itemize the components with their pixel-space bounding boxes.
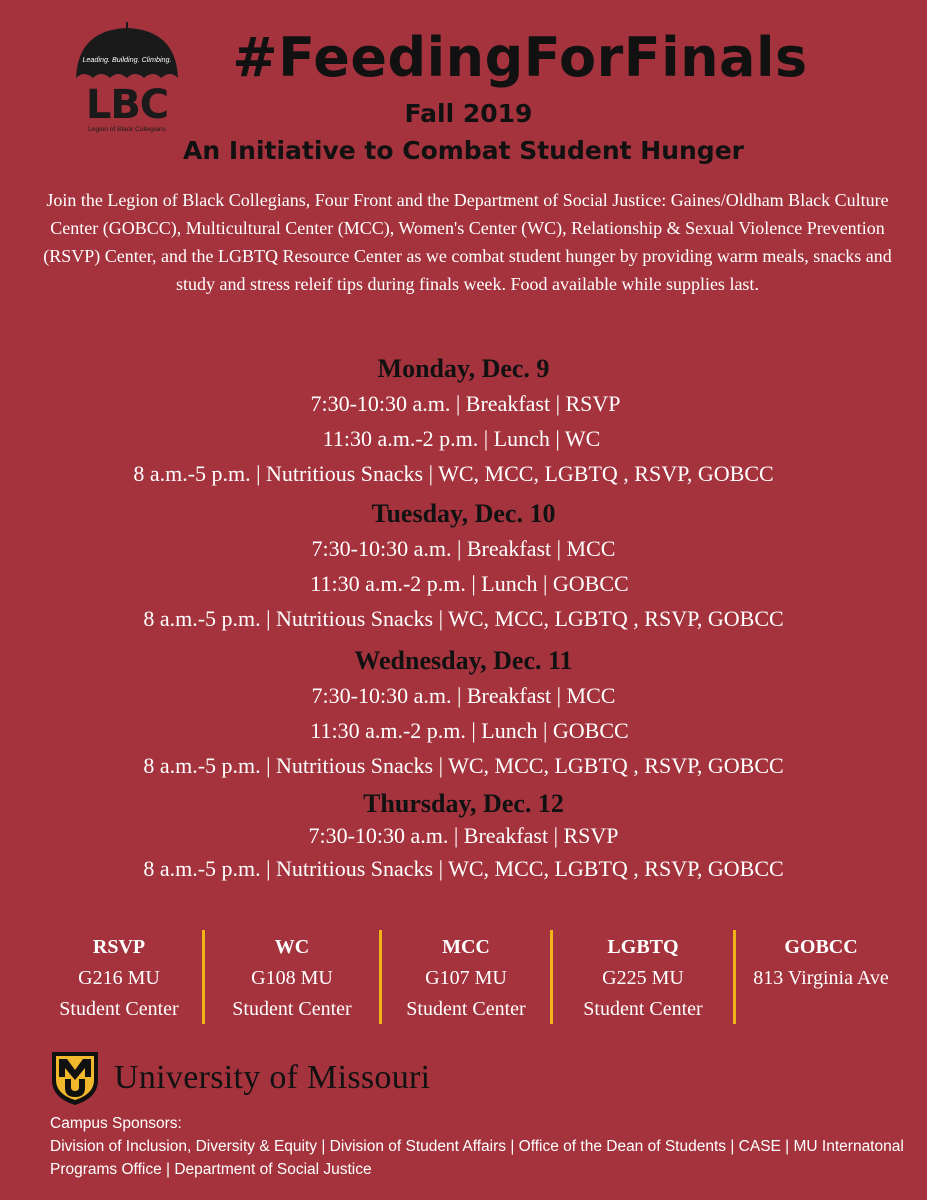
page-title: #FeedingForFinals bbox=[232, 26, 808, 89]
location-wc bbox=[205, 930, 379, 1024]
time-slot: 8 a.m.-5 p.m. | Nutritious Snacks | WC, MCC, LGBTQ , RSVP, GOBCC bbox=[143, 856, 784, 881]
location-building: Student Center bbox=[406, 998, 526, 1020]
sponsors-list: Division of Inclusion, Diversity & Equity | Division of Student Affairs | Office of the Dean of Students | CASE | MU Internatonal Programs Office | Department of Social Justice bbox=[50, 1138, 904, 1178]
tagline-heading: An Initiative to Combat Student Hunger bbox=[183, 136, 744, 165]
location-lgbtq bbox=[553, 930, 733, 1024]
logo-initials: LBC bbox=[85, 82, 169, 128]
logo-tagline: Leading. Building. Climbing. bbox=[82, 55, 172, 64]
location-gobcc bbox=[736, 930, 906, 1024]
time-slot: 11:30 a.m.-2 p.m. | Lunch | GOBCC bbox=[310, 718, 629, 743]
location-name: WC bbox=[274, 936, 310, 958]
university-logo bbox=[50, 1050, 430, 1106]
schedule-day bbox=[0, 787, 927, 886]
location-name: MCC bbox=[442, 936, 490, 958]
intro-paragraph: Join the Legion of Black Collegians, Four Front and the Department of Social Justice: Gaines/Oldham Black Culture Center (GOBCC), Multicultural Center (MCC), Women's Center (WC), Relationship & Sexual Violence Prevention (RSVP) Center, and the LGBTQ Resource Center as we combat student hunger by providing warm meals, snacks and study and stress releif tips during finals week. Food available while supplies last. bbox=[43, 190, 892, 294]
location-name: RSVP bbox=[92, 936, 146, 958]
location-room: G225 MU bbox=[602, 967, 684, 989]
location-room: G107 MU bbox=[425, 967, 507, 989]
location-rsvp bbox=[36, 930, 202, 1024]
location-building: Student Center bbox=[583, 998, 703, 1020]
logo-subtitle: Legion of Black Collegians bbox=[88, 126, 166, 133]
location-name: GOBCC bbox=[784, 936, 858, 958]
location-building: Student Center bbox=[232, 998, 352, 1020]
location-room: G216 MU bbox=[78, 967, 160, 989]
time-slot: 7:30-10:30 a.m. | Breakfast | RSVP bbox=[310, 391, 621, 416]
day-heading: Tuesday, Dec. 10 bbox=[371, 499, 556, 528]
schedule-day bbox=[0, 497, 927, 636]
day-heading: Thursday, Dec. 12 bbox=[363, 789, 564, 818]
sponsors bbox=[50, 1112, 920, 1181]
location-room: 813 Virginia Ave bbox=[753, 967, 889, 989]
schedule-day bbox=[0, 644, 927, 783]
sponsors-label: Campus Sponsors: bbox=[50, 1115, 182, 1132]
time-slot: 11:30 a.m.-2 p.m. | Lunch | GOBCC bbox=[310, 571, 629, 596]
location-building: Student Center bbox=[59, 998, 179, 1020]
locations-row bbox=[36, 930, 916, 1024]
mu-shield-icon bbox=[50, 1050, 100, 1106]
schedule bbox=[0, 352, 927, 886]
time-slot: 7:30-10:30 a.m. | Breakfast | RSVP bbox=[308, 823, 619, 848]
time-slot: 8 a.m.-5 p.m. | Nutritious Snacks | WC, MCC, LGBTQ , RSVP, GOBCC bbox=[143, 606, 784, 631]
term-heading: Fall 2019 bbox=[404, 99, 533, 128]
time-slot: 7:30-10:30 a.m. | Breakfast | MCC bbox=[311, 536, 616, 561]
time-slot: 11:30 a.m.-2 p.m. | Lunch | WC bbox=[322, 426, 601, 451]
university-name: University of Missouri bbox=[114, 1059, 431, 1096]
time-slot: 7:30-10:30 a.m. | Breakfast | MCC bbox=[311, 683, 616, 708]
location-room: G108 MU bbox=[251, 967, 333, 989]
day-heading: Monday, Dec. 9 bbox=[377, 354, 550, 383]
day-heading: Wednesday, Dec. 11 bbox=[354, 646, 573, 675]
time-slot: 8 a.m.-5 p.m. | Nutritious Snacks | WC, MCC, LGBTQ , RSVP, GOBCC bbox=[143, 753, 784, 778]
schedule-day bbox=[0, 352, 927, 491]
time-slot: 8 a.m.-5 p.m. | Nutritious Snacks | WC, MCC, LGBTQ , RSVP, GOBCC bbox=[133, 461, 774, 486]
location-mcc bbox=[382, 930, 550, 1024]
location-name: LGBTQ bbox=[607, 936, 679, 958]
